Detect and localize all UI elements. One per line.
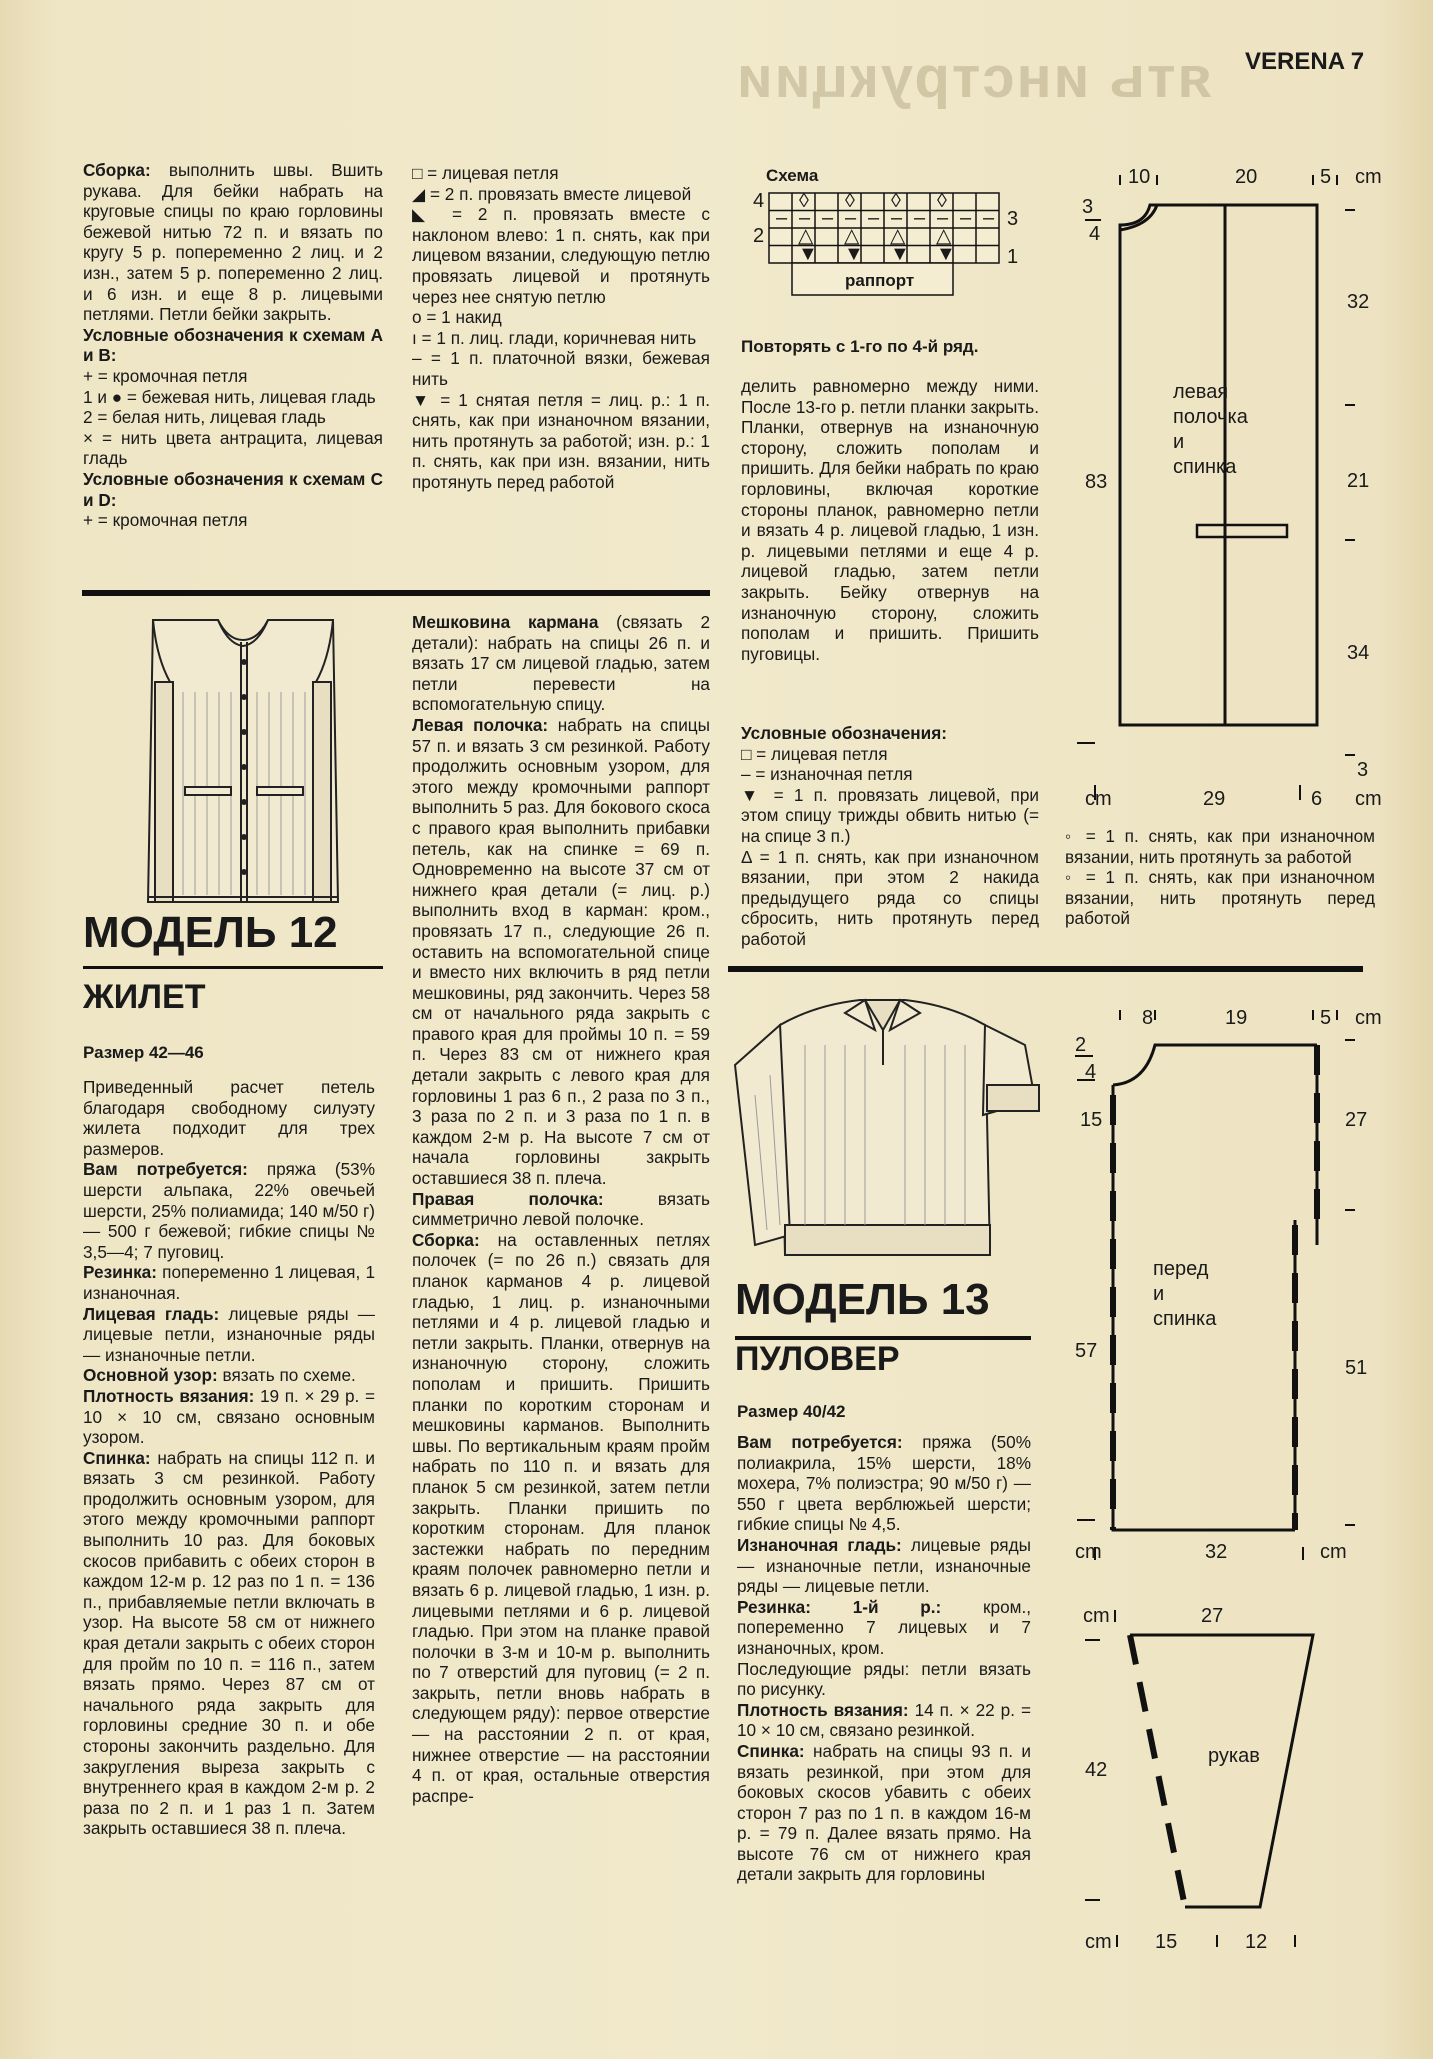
svg-text:–: –	[822, 207, 834, 229]
label-line-1: левая	[1173, 381, 1229, 403]
svg-text:▼: ▼	[844, 243, 864, 265]
pattern-diagram-sleeve	[1055, 1590, 1400, 1960]
dim-29: 29	[1203, 788, 1226, 810]
knitting-scheme	[745, 185, 1035, 325]
scheme-row-3: 3	[1007, 208, 1019, 230]
model-12-text: Приведенный расчет петель благодаря свободному силуэту жилета подходит для трех размеров. Вам потребуется: пряжа (53% шерсти альпака, 22% овечьей шерсти, 25% полиамида; 140 м/50 г) — 500 г бежевой; гибкие спицы № 3,5—4; 7 пуговиц. Резинка: попеременно 1 лицевая, 1 изнаночная. Лицевая гладь: лицевые ряды — лицевые петли, изнаночные ряды — изнаночные петли. Основной узор: вязать по схеме. Плотность вязания: 19 п. × 29 р. = 10 × 10 см, связано основным узором. Спинка: набрать на спицы 112 п. и вязать 3 см резинкой. Работу продолжить основным узором, для этого между кромочными раппорт выполнить 10 раз. Для боковых скосов прибавить с обеих сторон в каждом 12-м р. 12 раз по 1 п. = 136 п., прибавляемые петли включать в узор. На высоте 58 см от нижнего края детали закрыть с обеих сторон для пройм по 10 п. = 116 п., затем вязать прямо. Через 87 см от начального ряда закрыть для горловины средние 30 п. и обе стороны закончить раздельно. Для закругления выреза закрыть с внутреннего края в каждом 2-м р. 2 раза по 2 п. и 1 раз 1 п. Затем закрыть оставшиеся 38 п. плеча.	[83, 1077, 375, 1839]
dim-6: 6	[1311, 788, 1323, 810]
scheme-row-1: 1	[1007, 246, 1019, 268]
dim-15: 15	[1080, 1109, 1103, 1131]
dim-cm-left: cm	[1085, 788, 1112, 810]
svg-text:◊: ◊	[799, 190, 809, 212]
dim-5-pullover: 5	[1320, 1007, 1332, 1029]
svg-text:–: –	[868, 207, 880, 229]
dim-cm-sleeve-bottom: cm	[1085, 1931, 1112, 1953]
dim-5: 5	[1320, 166, 1332, 188]
dim-83: 83	[1085, 471, 1108, 493]
svg-text:–: –	[845, 207, 857, 229]
dim-cm-top: cm	[1355, 166, 1382, 188]
model-12-size: Размер 42—46	[83, 1043, 204, 1062]
brand-page-number: VERENA 7	[1245, 48, 1365, 75]
svg-text:–: –	[937, 207, 949, 229]
dim-cm-right-pullover: cm	[1320, 1541, 1347, 1563]
svg-text:–: –	[914, 207, 926, 229]
dim-10: 10	[1128, 166, 1151, 188]
dim-42: 42	[1085, 1759, 1108, 1781]
model-13-size: Размер 40/42	[737, 1402, 846, 1421]
continuation-text: делить равномерно между ними. После 13-го р. петли планки закрыть. Планки, отвернув на изнаночную сторону, сложить пополам и пришить. Для бейки набрать по краю горловины, включая короткие стороны планок, равномерно петли и вязать 4 р. лицевой гладью, 1 изн. р. лицевыми петлями и еще 4 р. лицевой гладью, затем петли закрыть. Бейку отвернув на изнаночную сторону, сложить пополам и пришить. Пришить пуговицы.	[741, 376, 1039, 664]
dim-cm-sleeve-top: cm	[1083, 1605, 1110, 1627]
svg-text:–: –	[983, 207, 995, 229]
diagram-notes: ◦ = 1 п. снять, как при изнаночном вязании, нить протянуть за работой ◦ = 1 п. снять, как при изнаночном вязании, нить протянуть перед работой	[1065, 826, 1375, 929]
symbols-legend-col3: Условные обозначения: □ = лицевая петля – = изнаночная петля ▼ = 1 п. провязать лицевой, при этом спицу трижды обвить нитью (= на спице 3 п.) Δ = 1 п. снять, как при изнаночном вязании, при этом 2 накида предыдущего ряда со спицы сбросить, нить протянуть перед работой	[741, 723, 1039, 949]
svg-text:◊: ◊	[845, 190, 855, 212]
svg-text:▼: ▼	[798, 243, 818, 265]
dim-8: 8	[1142, 1007, 1154, 1029]
dim-15-sleeve: 15	[1155, 1931, 1178, 1953]
svg-text:–: –	[891, 207, 903, 229]
model-12-subtitle: ЖИЛЕТ	[83, 978, 206, 1016]
sleeve-label: рукав	[1208, 1745, 1260, 1767]
vest-instructions-text: Мешковина кармана (связать 2 детали): набрать на спицы 26 п. и вязать 17 см лицевой гладью, затем петли перевести на вспомогательную спицу. Левая полочка: набрать на спицы 57 п. и вязать 3 см резинкой. Работу продолжить основным узором, для этого между кромочными раппорт выполнить 5 раз. Для бокового скоса с правого края выполнить прибавки петель, как на спинке = 69 п. Одновременно на высоте 37 см от нижнего края детали (= лиц. р.) выполнить вход в карман: кром., провязать 17 п., следующие 26 п. оставить на вспомогательной спице и вместо них включить в ряд петли мешковины, ряд закончить. Через 58 см от начального ряда закрыть с правого края для проймы 10 п. = 59 п. Через 83 см от нижнего края детали закрыть с левого края для горловины 1 раз 6 п., 2 раза по 3 п., 3 раза по 2 п. и 3 раза по 1 п. в каждом 2-м р. На высоте 7 см от начала горловины закрыть оставшиеся 38 п. плеча. Правая полочка: вязать симметрично левой полочке. Сборка: на оставленных петлях полочек (= по 26 п.) связать для планок карманов 4 р. лицевой гладью, 1 лиц. р. изнаночными петлями и 4 р. лицевой гладью и петли закрыть. Планки, отвернув на изнаночную сторону, сложить пополам и пришить. Пришить планки по коротким сторонам и мешковины карманов. Выполнить швы. По вертикальным краям пройм набрать по 110 п. и вязать для планок 5 см резинкой, затем петли закрыть. Планки пришить по коротким сторонам. Для планок застежки набрать по передним краям полочек равномерно петли и вязать 6 р. лицевой гладью, 1 изн. р. лицевыми петлями и 6 р. лицевой гладью. При этом на планке правой полочки в 3-м и 10-м р. выполнить по 7 отверстий для пуговиц (= 2 п. закрыть, петли вновь набрать в следующем ряду): первое отверстие — на расстоянии 2 п. от края, нижнее отверстие — на расстоянии 4 п. от края, остальные отверстия распре-	[412, 612, 710, 1806]
svg-text:–: –	[960, 207, 972, 229]
scheme-row-4: 4	[753, 190, 765, 212]
vest-illustration	[133, 612, 353, 912]
label-line-4: спинка	[1173, 456, 1237, 478]
model-13-title: МОДЕЛЬ 13	[735, 1275, 990, 1324]
model-12-title: МОДЕЛЬ 12	[83, 908, 338, 957]
dim-27-sleeve: 27	[1201, 1605, 1224, 1627]
dim-51: 51	[1345, 1357, 1368, 1379]
pattern-diagram-vest	[1055, 155, 1400, 815]
dim-27: 27	[1345, 1109, 1368, 1131]
svg-text:◊: ◊	[891, 190, 901, 212]
divider-right	[728, 966, 1363, 972]
dim-cm-right: cm	[1355, 788, 1382, 810]
label-line-2: полочка	[1173, 406, 1248, 428]
dim-3-bottom: 3	[1357, 759, 1369, 781]
dim-34: 34	[1347, 642, 1370, 664]
svg-text:△: △	[936, 225, 952, 247]
mirrored-heading: ять инструкции	[735, 45, 1212, 110]
dim-32-pullover: 32	[1205, 1541, 1228, 1563]
svg-text:–: –	[799, 207, 811, 229]
model-13-subtitle: ПУЛОВЕР	[735, 1340, 900, 1378]
scheme-row-2: 2	[753, 225, 765, 247]
dim-2: 2	[1075, 1034, 1087, 1056]
scheme-rapport-label: раппорт	[845, 271, 915, 290]
pullover-illustration	[725, 985, 1045, 1275]
dim-cm-top-pullover: cm	[1355, 1007, 1382, 1029]
symbols-legend-top: □ = лицевая петля ◢ = 2 п. провязать вместе лицевой ◣ = 2 п. провязать вместе с наклоном влево: 1 п. снять, как при лицевом вязании, следующую петлю провязать лицевой и протянуть через нее снятую петлю o = 1 накид ı = 1 п. лиц. глади, коричневая нить – = 1 п. платочной вязки, бежевая нить ▼ = 1 снятая петля = лиц. р.: 1 п. снять, как при изнаночном вязании, нить протянуть за работой; изн. р.: 1 п. снять, как при изн. вязании, нить протянуть перед работой	[412, 163, 710, 492]
divider-top	[82, 590, 710, 596]
label-line-3: и	[1173, 431, 1185, 453]
dim-57: 57	[1075, 1340, 1098, 1362]
dim-21: 21	[1347, 470, 1370, 492]
svg-text:△: △	[844, 225, 860, 247]
dim-4-pullover: 4	[1085, 1061, 1097, 1083]
pullover-label-1: перед	[1153, 1258, 1209, 1280]
svg-text:▼: ▼	[890, 243, 910, 265]
dim-20: 20	[1235, 166, 1258, 188]
dim-12: 12	[1245, 1931, 1268, 1953]
dim-19: 19	[1225, 1007, 1248, 1029]
scheme-caption: Повторять с 1-го по 4-й ряд.	[741, 337, 979, 356]
dim-32: 32	[1347, 291, 1370, 313]
model-12-underline	[83, 966, 383, 969]
svg-text:◊: ◊	[937, 190, 947, 212]
svg-text:–: –	[776, 207, 788, 229]
assembly-text: Сборка: выполнить швы. Вшить рукава. Для бейки набрать на круговые спицы по краю горловины бежевой нитью 72 п. и вязать по кругу 5 р. попеременно 2 лиц. и 2 изн., затем 5 р. попеременно 2 лиц. и 6 изн. и еще 8 р. лицевыми петлями. Петли бейки закрыть. Условные обозначения к схемам А и В: + = кромочная петля 1 и ● = бежевая нить, лицевая гладь 2 = белая нить, лицевая гладь × = нить цвета антрацита, лицевая гладь Условные обозначения к схемам С и D: + = кромочная петля	[83, 160, 383, 531]
dim-4: 4	[1089, 223, 1101, 245]
pullover-label-2: и	[1153, 1283, 1165, 1305]
svg-text:△: △	[890, 225, 906, 247]
dim-3: 3	[1082, 196, 1094, 218]
scheme-title: Схема	[766, 166, 819, 185]
svg-text:△: △	[798, 225, 814, 247]
model-13-text: Вам потребуется: пряжа (50% полиакрила, 15% шерсти, 18% мохера, 7% полиэстра; 90 м/50 г) — 550 г цвета верблюжьей шерсти; гибкие спицы № 4,5. Изнаночная гладь: лицевые ряды — изнаночные петли, изнаночные ряды — лицевые петли. Резинка: 1-й р.: кром., попеременно 7 лицевых и 7 изнаночных, кром. Последующие ряды: петли вязать по рисунку. Плотность вязания: 14 п. × 22 р. = 10 × 10 см, связано резинкой. Спинка: набрать на спицы 93 п. и вязать резинкой, при этом для боковых скосов убавить с обеих сторон 7 раз по 1 п. в каждом 16-м р. = 79 п. Далее вязать прямо. На высоте 76 см от нижнего края детали закрыть для горловины	[737, 1432, 1031, 1885]
pullover-label-3: спинка	[1153, 1308, 1217, 1330]
svg-text:▼: ▼	[936, 243, 956, 265]
pattern-diagram-pullover	[1055, 995, 1400, 1575]
dim-cm-left-pullover: cm	[1075, 1541, 1102, 1563]
